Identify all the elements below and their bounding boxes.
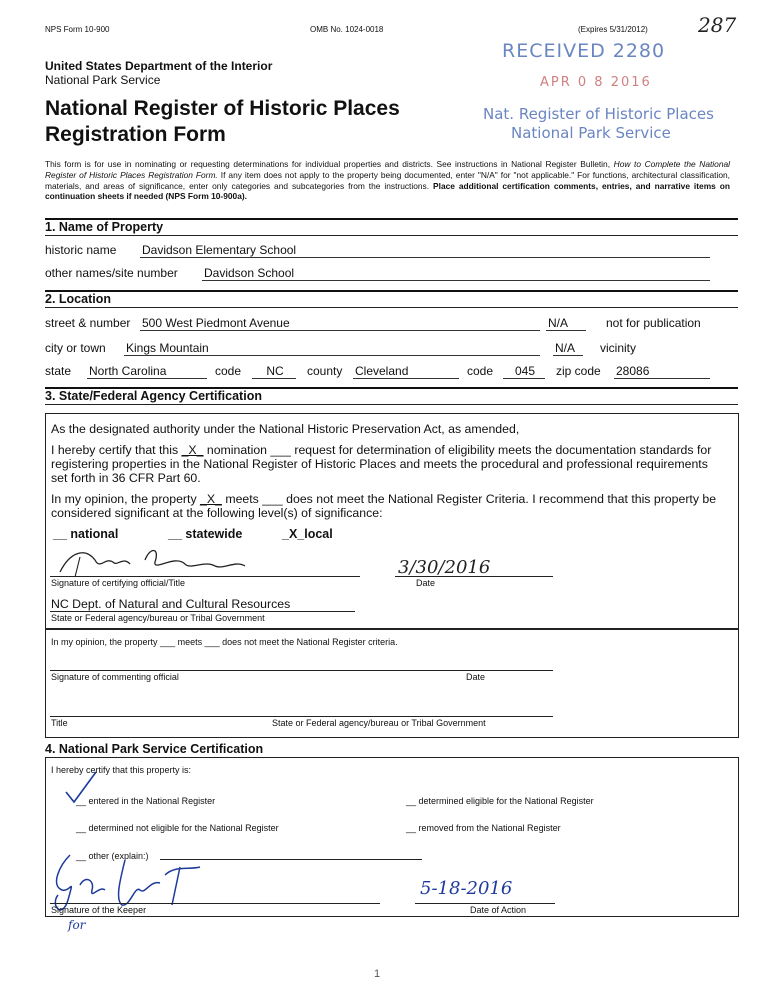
county-label: county <box>307 364 343 378</box>
county-code-label: code <box>467 364 494 378</box>
cert-date-label: Date <box>416 578 436 588</box>
state-code-field[interactable]: NC <box>252 364 296 379</box>
certify-text: I hereby certify that this _X_ nomination ___ request for determination of eligibility meets the documentation standards for registering properties in the National Register of Historic Places and meets the procedural and professional requirements set forth in 36 CFR Part 60. <box>51 443 712 485</box>
state-field[interactable]: North Carolina <box>87 364 207 379</box>
page-number: 1 <box>374 968 381 980</box>
street-field[interactable]: 500 West Piedmont Avenue <box>140 316 540 331</box>
historic-name-label: historic name <box>45 243 117 257</box>
action-date-value: 5-18-2016 <box>420 878 513 899</box>
county-code-field[interactable]: 045 <box>503 364 545 379</box>
commenting-date-label: Date <box>466 672 486 682</box>
vicinity-na[interactable]: N/A <box>553 341 583 356</box>
keeper-signature <box>40 845 220 935</box>
keeper-initials: for <box>68 918 86 932</box>
opinion-text: In my opinion, the property _X_ meets ___ does not meet the National Register Criteria. I recommend that this property be considered significant at the following level(s) of significance: <box>51 492 717 520</box>
commenting-signature-label: Signature of commenting official <box>51 672 179 682</box>
received-date: APR 0 8 2016 <box>540 75 652 90</box>
city-field[interactable]: Kings Mountain <box>124 341 540 356</box>
keeper-signature-label: Signature of the Keeper <box>51 905 147 915</box>
expiration: (Expires 5/31/2012) <box>578 25 648 34</box>
city-label: city or town <box>45 341 106 355</box>
received-stamp: RECEIVED 2280 <box>502 40 666 62</box>
stamp-line1: Nat. Register of Historic Places <box>483 105 714 123</box>
omb-number: OMB No. 1024-0018 <box>310 25 384 34</box>
title-label: Title <box>51 718 68 728</box>
form-title-line2: Registration Form <box>45 123 226 146</box>
department: United States Department of the Interior <box>45 59 273 73</box>
checkmark-icon <box>62 770 102 806</box>
intro-paragraph: This form is for use in nominating or requesting determinations for individual properties and districts. See instructions in National Register Bulletin, How to Complete the National Register of Historic Places Registration Form. If any item does not apply to the property being documented, enter "N/A" for "not applicable." For functions, architectural classification, materials, and areas of significance, enter only categories and subcategories from the instructions. Place additional certification comments, entries, and narrative items on continuation sheets if needed (NPS Form 10-900a). <box>45 159 731 202</box>
zip-label: zip code <box>556 364 601 378</box>
handwritten-number: 287 <box>698 13 737 37</box>
action-date-label: Date of Action <box>470 905 527 915</box>
service: National Park Service <box>45 73 161 87</box>
entered-option[interactable]: __ entered in the National Register <box>76 796 216 806</box>
street-label: street & number <box>45 316 131 330</box>
determined-eligible-option[interactable]: __ determined eligible for the National Register <box>406 796 594 806</box>
removed-option[interactable]: __ removed from the National Register <box>406 823 561 833</box>
section2-heading: 2. Location <box>45 292 111 306</box>
signature-label: Signature of certifying official/Title <box>51 578 186 588</box>
not-for-publication-label: not for publication <box>606 316 701 330</box>
not-for-publication-na[interactable]: N/A <box>546 316 586 331</box>
county-field[interactable]: Cleveland <box>353 364 459 379</box>
level-national[interactable]: __ national <box>53 527 119 541</box>
zip-field[interactable]: 28086 <box>614 364 710 379</box>
section4-heading: 4. National Park Service Certification <box>45 742 264 756</box>
agency-name: NC Dept. of Natural and Cultural Resources <box>51 597 291 611</box>
other-names-label: other names/site number <box>45 266 178 280</box>
determined-not-eligible-option[interactable]: __ determined not eligible for the National Register <box>76 823 279 833</box>
agency-label-2: State or Federal agency/bureau or Tribal Government <box>272 718 486 728</box>
cert-date-value: 3/30/2016 <box>398 557 491 578</box>
historic-name-field[interactable]: Davidson Elementary School <box>140 243 710 258</box>
opinion2-text: In my opinion, the property ___ meets ___ does not meet the National Register criteria. <box>51 637 398 647</box>
state-label: state <box>45 364 72 378</box>
vicinity-label: vicinity <box>600 341 637 355</box>
code-label: code <box>215 364 242 378</box>
agency-label: State or Federal agency/bureau or Tribal Government <box>51 613 265 623</box>
other-option[interactable]: __ other (explain:) <box>76 851 149 861</box>
section3-heading: 3. State/Federal Agency Certification <box>45 389 262 403</box>
level-statewide[interactable]: __ statewide <box>168 527 243 541</box>
other-names-field[interactable]: Davidson School <box>202 266 710 281</box>
authority-text: As the designated authority under the National Historic Preservation Act, as amended, <box>51 422 520 436</box>
form-title-line1: National Register of Historic Places <box>45 97 400 120</box>
stamp-line2: National Park Service <box>511 124 671 142</box>
section1-heading: 1. Name of Property <box>45 220 164 234</box>
nps-intro: I hereby certify that this property is: <box>51 765 192 775</box>
level-local[interactable]: _X_local <box>282 527 333 541</box>
form-number: NPS Form 10-900 <box>45 25 110 34</box>
